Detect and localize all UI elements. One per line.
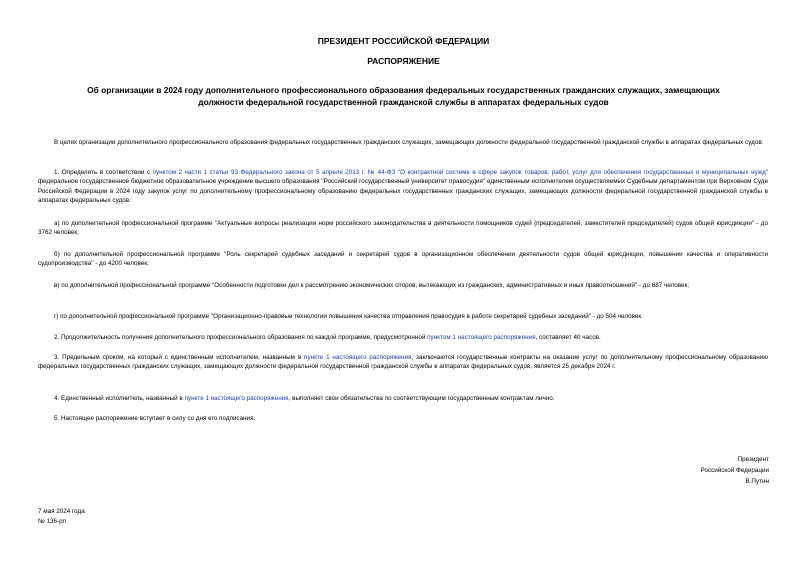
paragraph-3 (38, 353, 768, 372)
point-1-link[interactable]: пункте 1 настоящего распоряжения (184, 395, 289, 402)
subparagraph-a: а) по дополнительной профессиональной программе "Актуальные вопросы реализации норм российского законодательства в деятельности помощников судей (председателей, заместителей председателей) судов общей юрисдикции" - до 3762 человек; (38, 220, 768, 237)
paragraph-1 (38, 168, 768, 205)
point-1-link[interactable]: пункте 1 настоящего распоряжения (304, 354, 412, 361)
paragraph-4 (38, 394, 768, 403)
point-1-link[interactable]: пунктом 1 настоящего распоряжения (427, 334, 536, 341)
document-number: № 136-рп (38, 518, 67, 525)
paragraph-3-text-b: , заключаются государственные контракты на оказание услуг по дополнительному профессиональному образованию федеральных государственных гражданских служащих, замещающих должности федеральной государственной гражданской службы в аппаратах федеральных судов, является 25 декабря 2024 г. (38, 354, 769, 371)
paragraph-4-text-a: 4. Единственный исполнитель, названный в (54, 395, 185, 402)
document-type-heading: РАСПОРЯЖЕНИЕ (367, 56, 440, 66)
signer-title: Президент (737, 456, 769, 463)
signer-title-country: Российской Федерации (700, 467, 769, 474)
paragraph-3-text-a: 3. Предельным сроком, на который с единственным исполнителем, названным в (54, 354, 305, 361)
subparagraph-b: б) по дополнительной профессиональной программе "Роль секретарей судебных заседаний и секретарей судов в организационном обеспечении деятельности судов общей юрисдикции, повышении качества и оперативности судопроизводства" - до 4200 человек; (38, 251, 768, 268)
paragraph-2-text-a: 2. Продолжительность получения дополнительного профессионального образования по каждой программе, предусмотренной (54, 334, 428, 341)
signer-name: В.Путин (745, 478, 769, 485)
issuer-heading: ПРЕЗИДЕНТ РОССИЙСКОЙ ФЕДЕРАЦИИ (317, 36, 490, 46)
subparagraph-v: в) по дополнительной профессиональной программе "Особенности подготовки дел к рассмотрению экономических споров, вытекающих из гражданских, административных и иных правоотношений" - до 687 человек; (54, 282, 690, 289)
paragraph-2-text-b: , составляет 40 часов. (535, 334, 601, 341)
paragraph-5: 5. Настоящее распоряжение вступает в силу со дня его подписания. (54, 415, 256, 422)
paragraph-2 (38, 333, 768, 342)
document-date: 7 мая 2024 года (38, 508, 85, 515)
paragraph-1-text-a: 1. Определить в соответствии с (54, 169, 153, 176)
paragraph-4-text-b: , выполняет свои обязательства по соответствующим государственным контрактам лично. (288, 395, 555, 402)
intro-paragraph: В целях организации дополнительного профессионального образования федеральных государственных гражданских служащих, замещающих должности федеральной государственной гражданской службы в аппаратах федеральных судов: (54, 139, 764, 146)
signature-block (701, 454, 769, 487)
document-meta (38, 507, 85, 527)
subparagraph-g: г) по дополнительной профессиональной программе "Организационно-правовые технологии повышения качества отправления правосудия в работе секретарей судебных заседаний" - до 504 человек. (54, 313, 643, 320)
document-title: Об организации в 2024 году дополнительного профессионального образования федеральных государственных гражданских служащих, замещающих должности федеральной государственной гражданской службы в аппаратах федеральных судов (87, 85, 720, 107)
law-44fz-link[interactable]: пунктом 2 части 1 статьи 93 Федерального закона от 5 апреля 2013 г. № 44-ФЗ "О контрактной системе в сфере закупок товаров, работ, услуг для обеспечения государственных и муниципальных нужд" (152, 169, 768, 176)
paragraph-1-text-b: федеральное государственное бюджетное образовательное учреждение высшего образования "Российский государственный университет правосудия" единственным исполнителем осуществляемых Судебным департаментом при Верховном Суде Российской Федерации в 2024 году закупок услуг по дополнительному профессиональному образованию федеральных государственных гражданских служащих, замещающих должности федеральной государственной гражданской службы в аппаратах федеральных судов: (38, 178, 768, 204)
